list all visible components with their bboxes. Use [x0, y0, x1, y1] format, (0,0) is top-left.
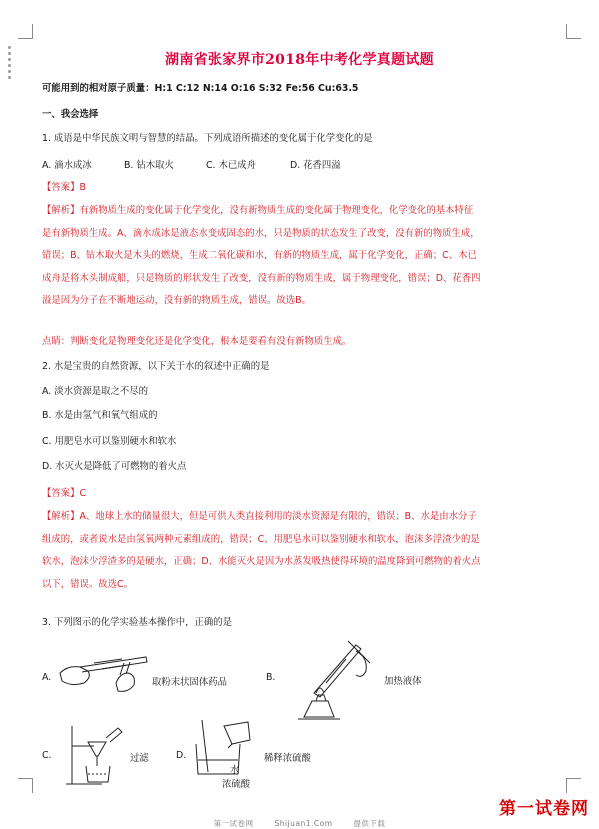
- q3-figure-c-caption: 过滤: [130, 753, 149, 764]
- q2-analysis: [42, 506, 562, 596]
- q2-analysis-line: 以下，错误。故选C。: [42, 578, 133, 590]
- q1-stem: 1. 成语是中华民族文明与智慧的结晶。下列成语所描述的变化属于化学变化的是: [42, 133, 373, 144]
- crop-mark-bottom-right: [566, 778, 581, 793]
- footer-site-url[interactable]: Shijuan1.Com: [274, 819, 333, 828]
- crop-mark-bottom-left: [18, 778, 33, 793]
- brand-watermark: 第一试卷网: [499, 799, 589, 819]
- q3-figure-c-letter: C.: [42, 750, 52, 761]
- q1-option-d: D. 花香四溢: [290, 160, 341, 171]
- q1-option-a: A. 滴水成冰: [42, 160, 92, 171]
- q1-analysis-line: 溢是因为分子在不断地运动，没有新的物质生成，错误。故选B。: [42, 295, 311, 306]
- crop-mark-top-right: [566, 24, 581, 39]
- q3-stem: 3. 下列图示的化学实验基本操作中，正确的是: [42, 617, 233, 628]
- q1-analysis: [42, 200, 562, 313]
- page-title: 湖南省张家界市2018年中考化学真题试题: [165, 52, 434, 68]
- q1-option-c: C. 木已成舟: [206, 160, 257, 171]
- q1-point: 点睛：判断变化是物理变化还是化学变化，根本是要看有没有新物质生成。: [42, 336, 352, 347]
- q2-stem: 2. 水是宝贵的自然资源，以下关于水的叙述中正确的是: [42, 361, 270, 372]
- q3-figure-d-caption: 稀释浓硫酸: [264, 753, 311, 764]
- q2-option-d: D. 水灭火是降低了可燃物的着火点: [42, 461, 187, 472]
- q3-figure-d-acid-label: 浓硫酸: [222, 779, 251, 790]
- q3-figure-a-letter: A.: [42, 672, 52, 683]
- q3-figure-b-caption: 加热液体: [384, 676, 422, 687]
- q2-option-c: C. 用肥皂水可以鉴别硬水和软水: [42, 436, 177, 447]
- q3-figure-b-letter: B.: [266, 672, 276, 683]
- powder-medicine-spoon-figure: [58, 647, 150, 697]
- q2-option-a: A. 淡水资源是取之不尽的: [42, 386, 148, 397]
- filtration-figure: [58, 722, 128, 790]
- q2-analysis-line: 软水，泡沫少浮渣多的是硬水，正确；D、水能灭火是因为水蒸发吸热使得环境的温度降到可燃物的着火点: [42, 556, 481, 567]
- q1-option-b: B. 钻木取火: [124, 160, 174, 171]
- q1-analysis-line: 错误；B、钻木取火是木头的燃烧，生成二氧化碳和水，有新的物质生成，属于化学变化，正确；C、木已: [42, 250, 477, 261]
- q1-analysis-line: 是有新物质生成。A、滴水成冰是液态水变成固态的水，只是物质的状态发生了改变，没有新的物质生成，: [42, 227, 480, 239]
- q2-option-b: B. 水是由氢气和氧气组成的: [42, 410, 158, 421]
- q3-figure-d-water-label: 水: [230, 765, 240, 776]
- q1-answer: 【答案】B: [42, 182, 86, 193]
- q3-figure-a-caption: 取粉末状固体药品: [152, 677, 228, 688]
- q2-answer: 【答案】C: [42, 488, 87, 499]
- atomic-masses-line: 可能用到的相对原子质量：H:1 C:12 N:14 O:16 S:32 Fe:56 Cu:63.5: [42, 83, 359, 94]
- dilute-sulfuric-acid-figure: [188, 718, 258, 778]
- q2-analysis-line: 组成的，或者说水是由氢氧两种元素组成的，错误；C、用肥皂水可以鉴别硬水和软水，泡沫多浮渣少的是: [42, 533, 480, 545]
- section-heading: 一、我会选择: [42, 109, 99, 120]
- footer-download-text: 提供下载: [353, 819, 386, 828]
- q2-analysis-line: 【解析】A、地球上水的储量很大，但是可供人类直接利用的淡水资源是有限的，错误；B、水是由水分子: [42, 511, 477, 522]
- q1-analysis-line: 【解析】有新物质生成的变化属于化学变化，没有新物质生成的变化属于物理变化，化学变化的基本特征: [42, 205, 474, 216]
- q1-analysis-line: 成舟是将木头制成船，只是物质的形状发生了改变，没有新的物质生成，属于物理变化，错误；D、花香四: [42, 272, 481, 284]
- page-footer: [0, 818, 599, 829]
- heating-liquid-figure: [286, 637, 382, 723]
- crop-mark-top-left: [18, 24, 33, 39]
- q3-figure-d-letter: D.: [176, 750, 187, 761]
- footer-site-name: 第一试卷网: [213, 819, 254, 828]
